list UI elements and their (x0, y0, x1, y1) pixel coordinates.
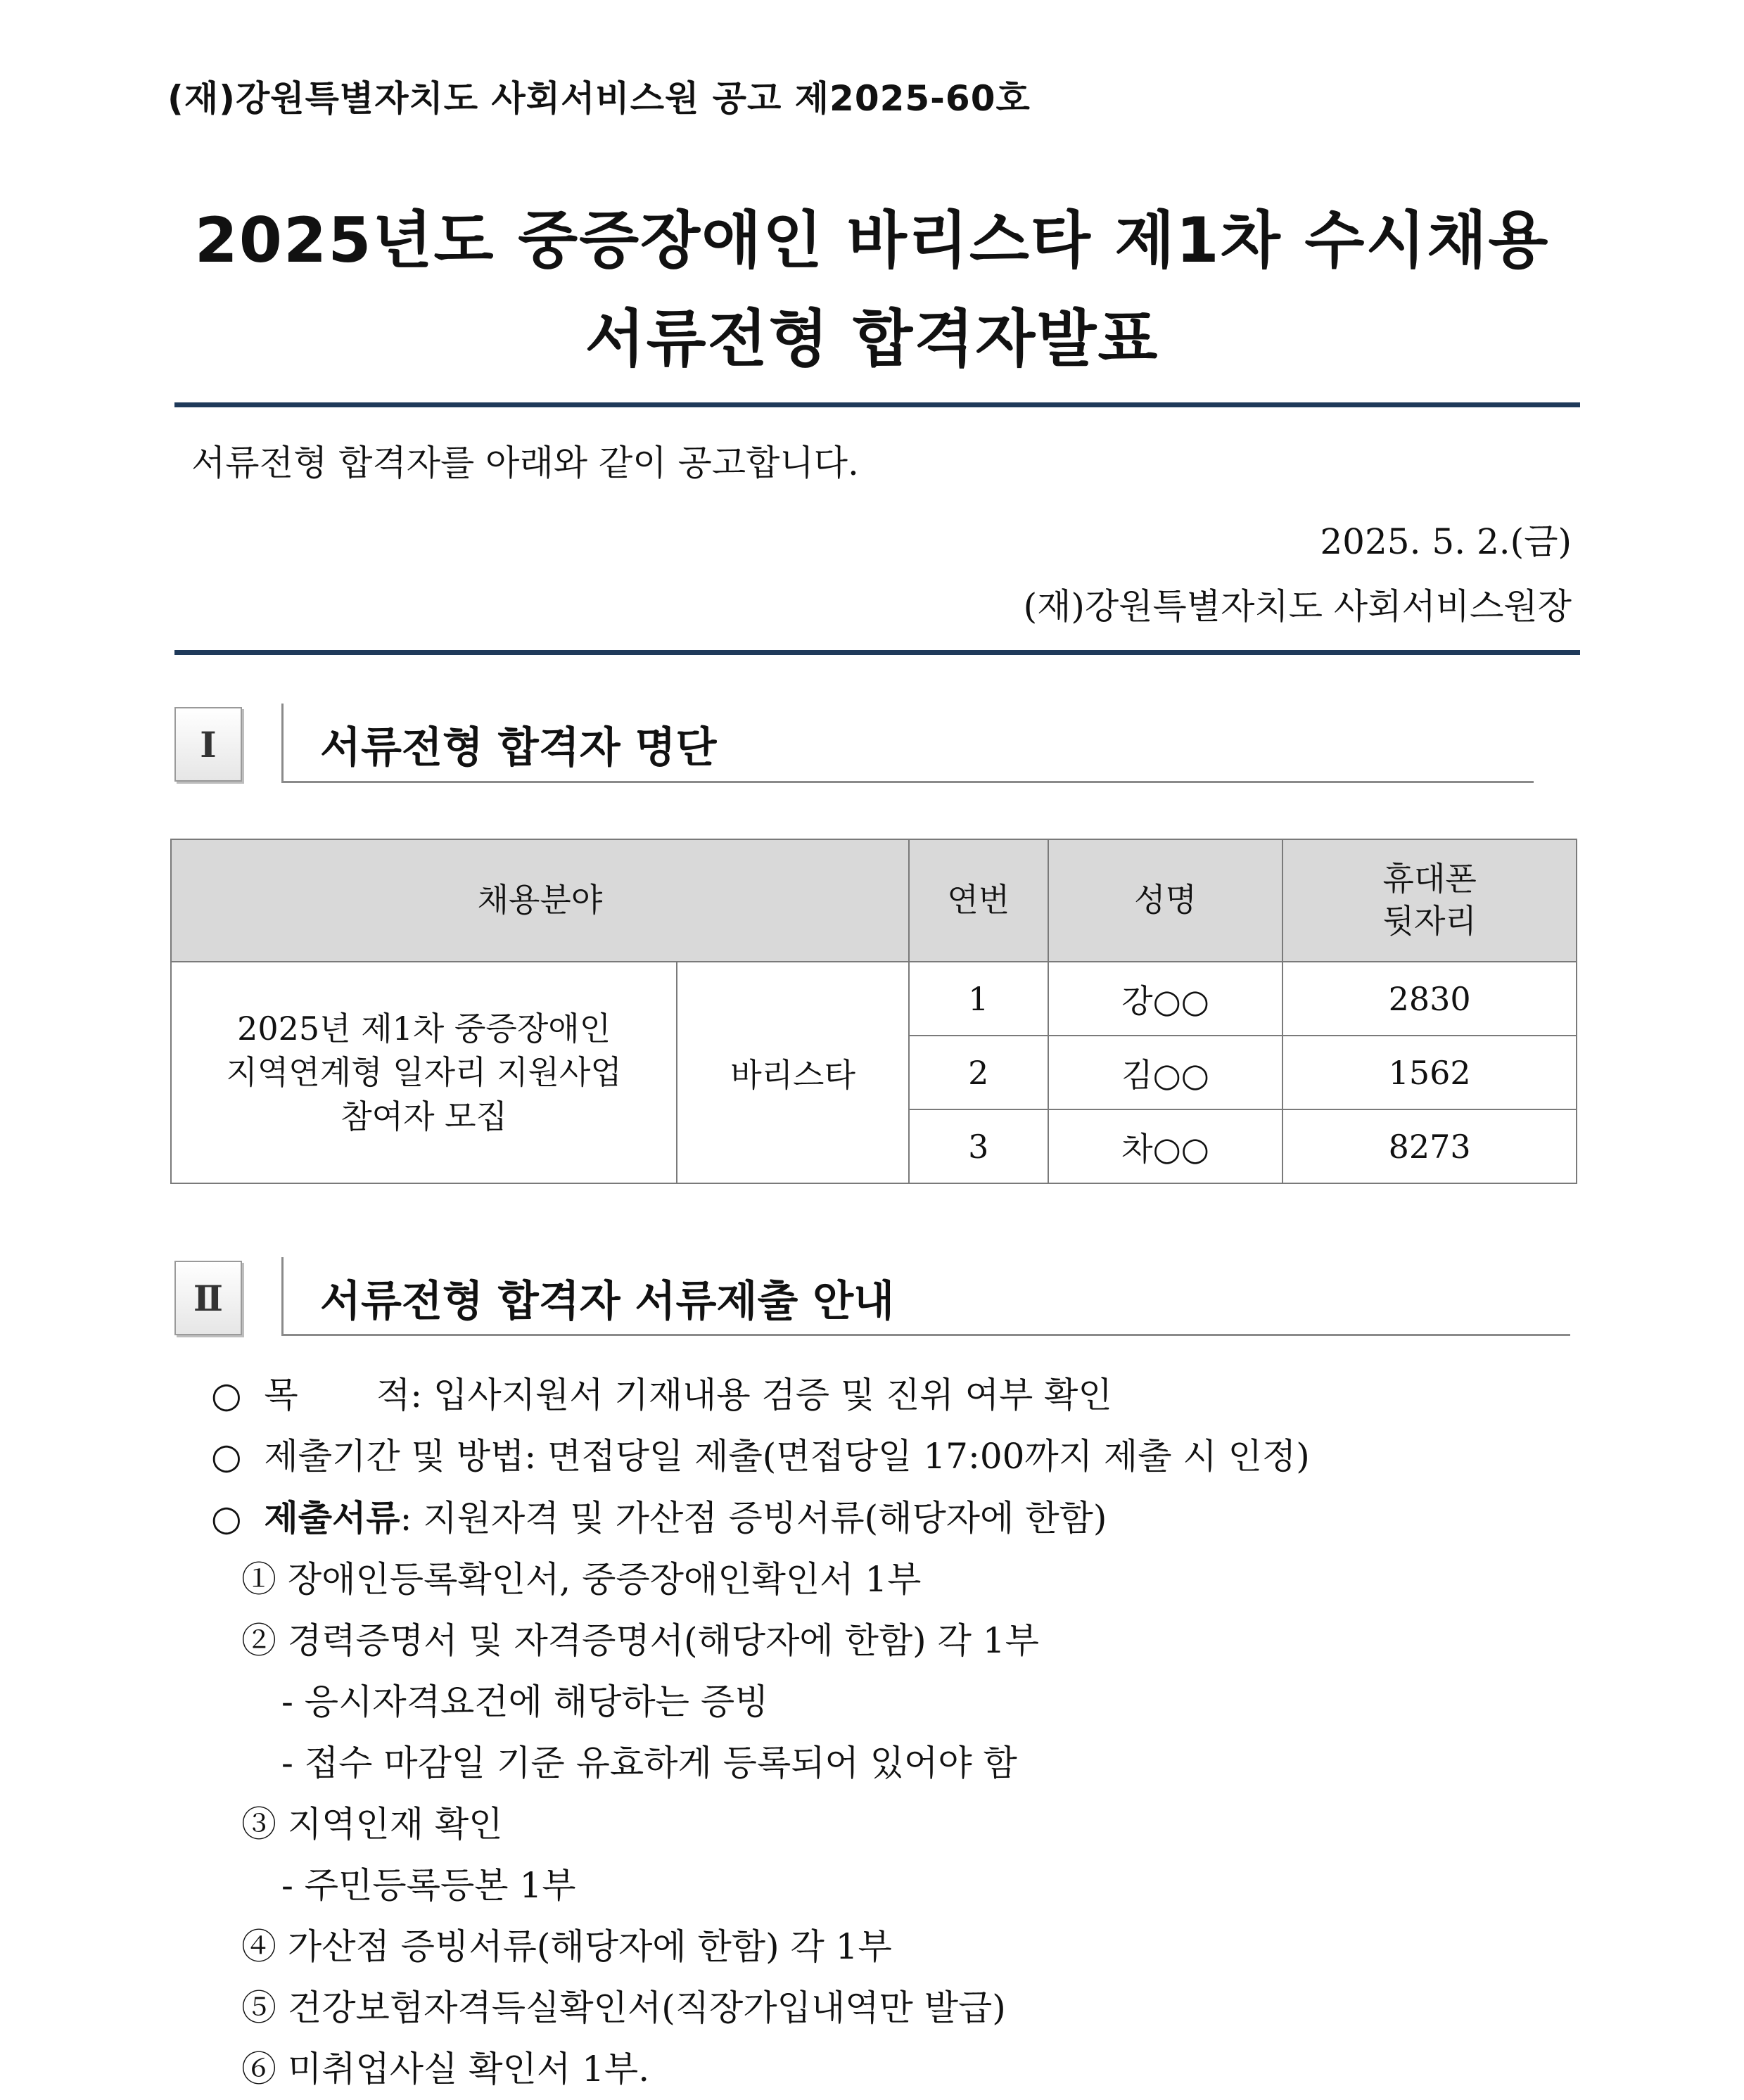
row-name: 차○○ (1048, 1109, 1283, 1183)
section2-divider (281, 1257, 284, 1336)
section2-numeral: Ⅱ (174, 1261, 242, 1335)
header-rule-top (174, 402, 1580, 407)
header-field: 채용분야 (171, 839, 909, 962)
header-rule-bottom (174, 650, 1580, 655)
row-phone: 2830 (1282, 962, 1577, 1036)
issuer-name: (재)강원특별자치도 사회서비스원장 (1023, 586, 1572, 627)
list-subitem: - 응시자격요건에 해당하는 증빙 (281, 1681, 769, 1722)
list-item: ③ 지역인재 확인 (241, 1804, 503, 1845)
section1-title: 서류전형 합격자 명단 (320, 723, 717, 772)
list-item: ⑤ 건강보험자격득실확인서(직장가입내역만 발급) (241, 1987, 1006, 2028)
row-no: 1 (909, 962, 1048, 1036)
row-name: 김○○ (1048, 1036, 1283, 1109)
header-phone (1282, 839, 1577, 962)
intro-text: 서류전형 합격자를 아래와 같이 공고합니다. (191, 443, 859, 483)
row-phone: 8273 (1282, 1109, 1577, 1183)
program-line1: 2025년 제1차 중증장애인 (237, 1010, 611, 1048)
guide-purpose (211, 1365, 1310, 1426)
page-title-line1: 2025년도 중증장애인 바리스타 제1차 수시채용 (194, 204, 1550, 276)
purpose-label: ○ 목 적 (211, 1375, 411, 1415)
purpose-text: : 입사지원서 기재내용 검증 및 진위 여부 확인 (410, 1375, 1112, 1415)
section1-numeral: Ⅰ (174, 707, 242, 782)
notice-number: (재)강원특별자치도 사회서비스원 공고 제2025-60호 (167, 78, 1031, 119)
section2-underline (281, 1334, 1570, 1336)
list-item: ④ 가산점 증빙서류(해당자에 한함) 각 1부 (241, 1926, 892, 1967)
section2-title: 서류전형 합격자 서류제출 안내 (320, 1277, 895, 1326)
passers-table (170, 839, 1577, 1184)
list-item: ⑥ 미취업사실 확인서 1부. (241, 2049, 650, 2089)
header-name: 성명 (1048, 839, 1283, 962)
submission-guide (211, 1365, 1310, 2100)
docs-label: 제출서류 (264, 1497, 400, 1539)
row-no: 3 (909, 1109, 1048, 1183)
position-cell: 바리스타 (677, 962, 909, 1183)
guide-docs (211, 1487, 1310, 1549)
row-name: 강○○ (1048, 962, 1283, 1036)
section1-underline (281, 781, 1534, 783)
period-text: : 면접당일 제출(면접당일 17:00까지 제출 시 인정) (524, 1436, 1310, 1477)
header-no: 연번 (909, 839, 1048, 962)
section1-divider (281, 704, 284, 782)
docs-text: : 지원자격 및 가산점 증빙서류(해당자에 한함) (400, 1498, 1107, 1539)
list-item: ② 경력증명서 및 자격증명서(해당자에 한함) 각 1부 (241, 1620, 1039, 1661)
table-row (171, 962, 1577, 1036)
header-phone-line2: 뒷자리 (1382, 902, 1477, 940)
guide-period (211, 1426, 1310, 1487)
header-phone-line1: 휴대폰 (1382, 860, 1477, 898)
table-header-row (171, 839, 1577, 962)
row-phone: 1562 (1282, 1036, 1577, 1109)
list-item: ① 장애인등록확인서, 중증장애인확인서 1부 (241, 1559, 922, 1600)
list-subitem: - 접수 마감일 기준 유효하게 등록되어 있어야 함 (281, 1743, 1017, 1783)
announcement-date: 2025. 5. 2.(금) (1320, 521, 1572, 562)
docs-prefix: ○ (211, 1498, 265, 1539)
program-line2: 지역연계형 일자리 지원사업 (226, 1053, 622, 1092)
row-no: 2 (909, 1036, 1048, 1109)
list-subitem: - 주민등록등본 1부 (281, 1865, 576, 1906)
program-line3: 참여자 모집 (340, 1097, 508, 1135)
period-label: ○ 제출기간 및 방법 (211, 1436, 525, 1477)
program-cell (171, 962, 677, 1183)
page-title-line2: 서류전형 합격자발표 (585, 303, 1159, 375)
